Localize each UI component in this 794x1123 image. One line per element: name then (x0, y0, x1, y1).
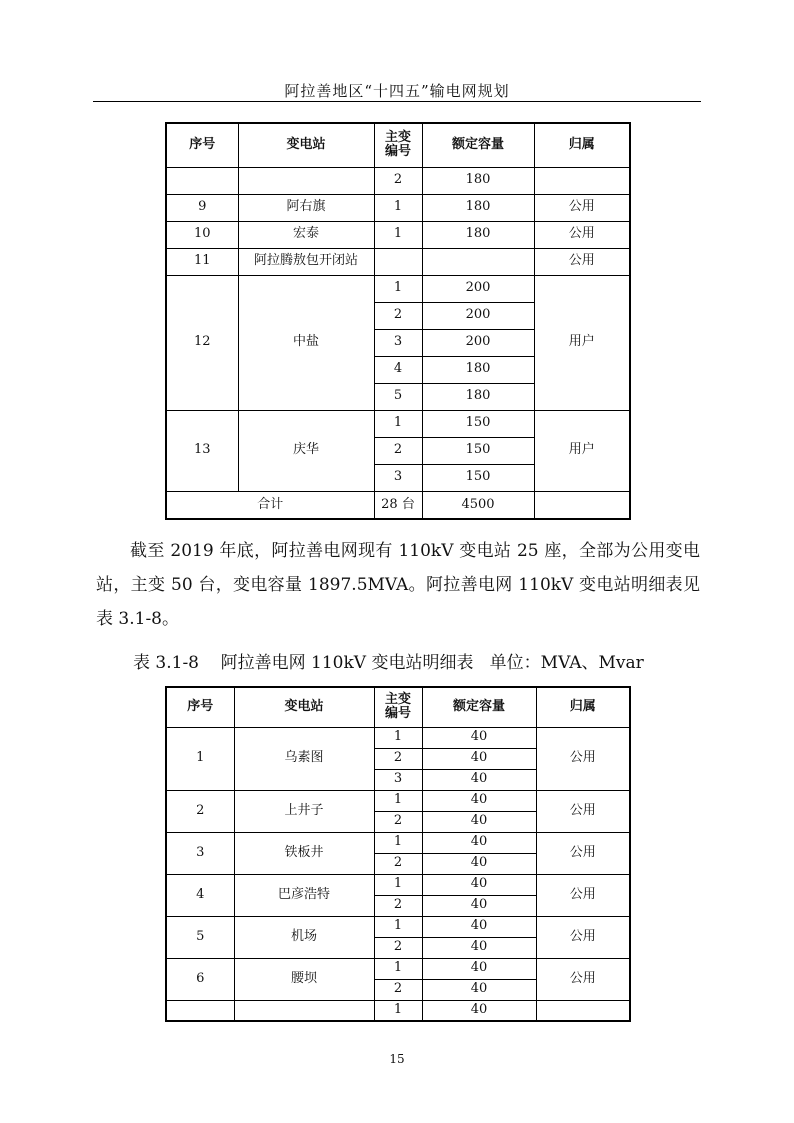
cell-transformer: 1 (374, 790, 422, 811)
cell-transformer: 2 (374, 895, 422, 916)
paragraph-text: 截至 2019 年底，阿拉善电网现有 110kV 变电站 25 座，全部为公用变电站，主变 50 台，变电容量 1897.5MVA。阿拉善电网 110kV 变电站明细表见表 3.1-8。 (96, 541, 700, 629)
cell-capacity: 150 (422, 464, 534, 491)
table-row (166, 1000, 630, 1021)
cell-transformer (374, 248, 422, 275)
cell-transformer: 1 (374, 874, 422, 895)
header-owner: 归属 (536, 687, 630, 727)
total-label: 合计 (166, 491, 374, 519)
header-divider (93, 101, 701, 102)
cell-transformer: 2 (374, 853, 422, 874)
table-row (166, 221, 630, 248)
cell-station: 乌素图 (234, 727, 374, 790)
header-station: 变电站 (238, 123, 374, 167)
total-count: 28 台 (374, 491, 422, 519)
cell-no: 13 (166, 410, 238, 491)
table-row (166, 916, 630, 937)
cell-transformer: 2 (374, 302, 422, 329)
cell-no: 1 (166, 727, 234, 790)
header-no: 序号 (166, 687, 234, 727)
cell-no: 5 (166, 916, 234, 958)
cell-no: 2 (166, 790, 234, 832)
cell-station: 宏泰 (238, 221, 374, 248)
cell-owner: 公用 (536, 916, 630, 958)
table-row (166, 727, 630, 748)
cell-owner: 公用 (534, 221, 630, 248)
cell-capacity: 40 (422, 790, 536, 811)
total-capacity: 4500 (422, 491, 534, 519)
cell-capacity: 40 (422, 769, 536, 790)
cell-capacity: 40 (422, 748, 536, 769)
cell-transformer: 1 (374, 410, 422, 437)
page-header: 阿拉善地区“十四五”输电网规划 (284, 82, 510, 100)
header-capacity: 额定容量 (422, 123, 534, 167)
cell-capacity: 180 (422, 356, 534, 383)
cell-transformer: 1 (374, 916, 422, 937)
cell-transformer: 1 (374, 832, 422, 853)
cell-capacity: 40 (422, 727, 536, 748)
table-row (166, 832, 630, 853)
header-owner: 归属 (534, 123, 630, 167)
cell-owner: 公用 (534, 194, 630, 221)
header-transformer: 主变编号 (374, 123, 422, 167)
cell-capacity: 40 (422, 1000, 536, 1021)
cell-capacity: 200 (422, 329, 534, 356)
cell-transformer: 1 (374, 275, 422, 302)
table-header-row (166, 687, 630, 727)
cell-transformer: 2 (374, 811, 422, 832)
cell-capacity: 40 (422, 811, 536, 832)
cell-capacity: 40 (422, 895, 536, 916)
cell-owner: 公用 (536, 790, 630, 832)
cell-transformer: 1 (374, 1000, 422, 1021)
table-row (166, 275, 630, 302)
cell-transformer: 2 (374, 979, 422, 1000)
cell-station: 庆华 (238, 410, 374, 491)
cell-capacity (422, 248, 534, 275)
cell-transformer: 5 (374, 383, 422, 410)
page-number: 15 (389, 1052, 405, 1066)
table-row (166, 790, 630, 811)
cell-capacity: 150 (422, 410, 534, 437)
cell-capacity: 40 (422, 874, 536, 895)
table-caption: 表 3.1-8 阿拉善电网 110kV 变电站明细表 单位：MVA、Mvar (133, 653, 644, 673)
cell-no: 12 (166, 275, 238, 410)
cell-no: 11 (166, 248, 238, 275)
cell-no: 9 (166, 194, 238, 221)
cell-no: 6 (166, 958, 234, 1000)
cell-station: 铁板井 (234, 832, 374, 874)
total-row (166, 491, 630, 519)
cell-station: 腰坝 (234, 958, 374, 1000)
substation-detail-table (165, 686, 631, 1022)
cell-capacity: 150 (422, 437, 534, 464)
cell-transformer: 2 (374, 748, 422, 769)
cell-owner: 公用 (536, 958, 630, 1000)
table-row (166, 167, 630, 194)
cell-owner: 公用 (536, 832, 630, 874)
table-row (166, 194, 630, 221)
cell-transformer: 1 (374, 221, 422, 248)
table-row (166, 958, 630, 979)
cell-station: 阿拉腾敖包开闭站 (238, 248, 374, 275)
cell-capacity: 200 (422, 302, 534, 329)
cell-owner: 公用 (536, 727, 630, 790)
cell-transformer: 2 (374, 937, 422, 958)
cell-transformer: 2 (374, 437, 422, 464)
cell-owner: 用户 (534, 410, 630, 491)
table-row (166, 874, 630, 895)
cell-owner: 公用 (534, 248, 630, 275)
cell-transformer: 2 (374, 167, 422, 194)
cell-capacity: 40 (422, 958, 536, 979)
body-paragraph (96, 534, 700, 636)
cell-owner: 公用 (536, 874, 630, 916)
cell-capacity: 40 (422, 853, 536, 874)
cell-transformer: 3 (374, 464, 422, 491)
cell-transformer: 3 (374, 769, 422, 790)
cell-station: 阿右旗 (238, 194, 374, 221)
cell-capacity: 40 (422, 937, 536, 958)
cell-capacity: 180 (422, 167, 534, 194)
cell-station: 中盐 (238, 275, 374, 410)
substation-table-continued (165, 122, 631, 520)
cell-no: 10 (166, 221, 238, 248)
header-no: 序号 (166, 123, 238, 167)
cell-transformer: 1 (374, 194, 422, 221)
header-capacity: 额定容量 (422, 687, 536, 727)
cell-capacity: 200 (422, 275, 534, 302)
table-row (166, 248, 630, 275)
cell-capacity: 40 (422, 979, 536, 1000)
cell-capacity: 180 (422, 194, 534, 221)
cell-capacity: 40 (422, 916, 536, 937)
cell-no: 4 (166, 874, 234, 916)
cell-transformer: 1 (374, 727, 422, 748)
cell-transformer: 4 (374, 356, 422, 383)
cell-transformer: 3 (374, 329, 422, 356)
cell-no: 3 (166, 832, 234, 874)
cell-station: 上井子 (234, 790, 374, 832)
cell-station: 机场 (234, 916, 374, 958)
header-station: 变电站 (234, 687, 374, 727)
cell-transformer: 1 (374, 958, 422, 979)
cell-station: 巴彦浩特 (234, 874, 374, 916)
cell-capacity: 40 (422, 832, 536, 853)
table-row (166, 410, 630, 437)
header-transformer: 主变编号 (374, 687, 422, 727)
table-header-row (166, 123, 630, 167)
cell-capacity: 180 (422, 221, 534, 248)
cell-capacity: 180 (422, 383, 534, 410)
cell-owner: 用户 (534, 275, 630, 410)
